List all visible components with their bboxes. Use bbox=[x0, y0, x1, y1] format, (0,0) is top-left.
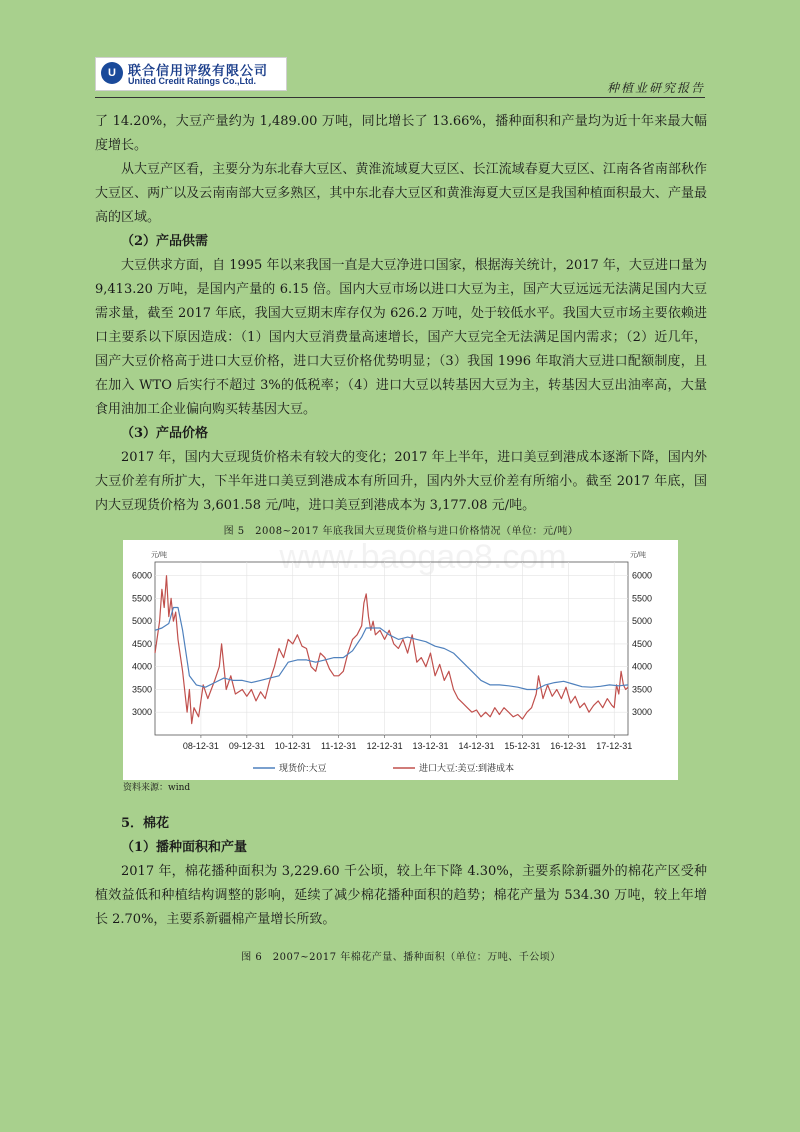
y-tick-label-left: 6000 bbox=[131, 570, 152, 581]
x-tick-label: 13-12-31 bbox=[412, 741, 449, 751]
body-text bbox=[95, 110, 707, 518]
paragraph: 2017 年，国内大豆现货价格未有较大的变化；2017 年上半年，进口美豆到港成本逐渐下降，国内外大豆价差有所扩大，下半年进口美豆到港成本有所回升，国内外大豆价差有所缩小。截至 2017 年底，国内大豆现货价格为 3,601.58 元/吨，进口美豆到港成本为 3,177.08 元/吨。 bbox=[95, 450, 707, 513]
subheading: （2）产品供需 bbox=[121, 234, 209, 249]
x-tick-label: 14-12-31 bbox=[458, 741, 495, 751]
x-tick-label: 08-12-31 bbox=[182, 741, 219, 751]
y-tick-label-left: 3000 bbox=[131, 707, 152, 718]
plot-frame bbox=[155, 562, 628, 735]
legend bbox=[253, 762, 514, 773]
section-heading: 5．棉花 bbox=[121, 816, 170, 831]
logo-emblem-icon: U bbox=[101, 62, 123, 84]
x-tick-label: 11-12-31 bbox=[321, 741, 357, 751]
y-tick-label-left: 5000 bbox=[131, 616, 152, 627]
subheading: （3）产品价格 bbox=[121, 426, 209, 441]
paragraph: 2017 年，棉花播种面积为 3,229.60 千公顷，较上年下降 4.30%，主要系除新疆外的棉花产区受种植效益低和种植结构调整的影响，延续了减少棉花播种面积的趋势；棉花产量为 534.30 万吨，较上年增长 2.70%，主要系新疆棉产量增长所致。 bbox=[95, 864, 707, 927]
x-tick-label: 16-12-31 bbox=[550, 741, 587, 751]
x-tick-label: 10-12-31 bbox=[274, 741, 311, 751]
watermark: www.baogao8.com bbox=[279, 540, 567, 576]
x-tick-label: 15-12-31 bbox=[504, 741, 541, 751]
y-tick-label-left: 3500 bbox=[131, 684, 152, 695]
figure-source: 资料来源：wind bbox=[123, 783, 191, 793]
paragraph: 大豆供求方面，自 1995 年以来我国一直是大豆净进口国家，根据海关统计，2017 年，大豆进口量为 9,413.20 万吨，是国内产量的 6.15 倍。国内大豆市场以进口大豆为主，国产大豆远远无法满足国内大豆需求量，截至 2017 年底，我国大豆期末库存仅为 626.2 万吨，处于较低水平。我国大豆市场主要依赖进口主要系以下原因造成：（1）国内大豆消费量高速增长，国产大豆完全无法满足国内需求；（2）近几年，国产大豆价格高于进口大豆价格，进口大豆价格优势明显；（3）我国 1996 年取消大豆进口配额制度，且在加入 WTO 后实行不超过 3%的低税率；（4）进口大豆以转基因大豆为主，转基因大豆出油率高，大量食用油加工企业偏向购买转基因大豆。 bbox=[95, 258, 707, 417]
legend-label: 进口大豆:美豆:到港成本 bbox=[419, 763, 515, 773]
paragraph: 从大豆产区看，主要分为东北春大豆区、黄淮流域夏大豆区、长江流域春夏大豆区、江南各省南部秋作大豆区、两广以及云南南部大豆多熟区，其中东北春大豆区和黄淮海夏大豆区是我国种植面积最大、产量最高的区域。 bbox=[95, 162, 707, 225]
legend-label: 现货价:大豆 bbox=[279, 763, 327, 773]
y-tick-label-right: 3000 bbox=[632, 707, 653, 718]
y-tick-label-left: 4500 bbox=[131, 638, 152, 649]
figure-5-chart bbox=[123, 540, 678, 780]
y-tick-label-right: 4500 bbox=[632, 638, 653, 649]
right-axis-unit: 元/吨 bbox=[630, 552, 646, 559]
company-name-en: United Credit Ratings Co.,Ltd. bbox=[128, 76, 256, 86]
y-tick-label-right: 4000 bbox=[632, 661, 653, 672]
x-tick-label: 12-12-31 bbox=[366, 741, 403, 751]
company-logo bbox=[95, 57, 287, 91]
x-tick-label: 09-12-31 bbox=[228, 741, 265, 751]
y-tick-label-right: 6000 bbox=[632, 570, 653, 581]
y-tick-label-left: 5500 bbox=[131, 593, 152, 604]
series-line bbox=[155, 576, 628, 724]
y-tick-label-right: 5000 bbox=[632, 616, 653, 627]
x-tick-label: 17-12-31 bbox=[596, 741, 633, 751]
series-lines bbox=[155, 576, 628, 724]
figure-5-title: 图 5 2008~2017 年底我国大豆现货价格与进口价格情况（单位：元/吨） bbox=[223, 526, 579, 537]
y-tick-label-right: 5500 bbox=[632, 593, 653, 604]
report-type: 种植业研究报告 bbox=[606, 81, 705, 95]
page-header bbox=[95, 57, 705, 97]
y-tick-label-right: 3500 bbox=[632, 684, 653, 695]
left-axis-unit: 元/吨 bbox=[151, 552, 167, 559]
series-line bbox=[155, 608, 628, 690]
paragraph: 了 14.20%，大豆产量约为 1,489.00 万吨，同比增长了 13.66%，播种面积和产量均为近十年来最大幅度增长。 bbox=[95, 114, 707, 153]
section-cotton bbox=[95, 812, 707, 932]
subheading: （1）播种面积和产量 bbox=[121, 840, 248, 855]
header-divider bbox=[95, 97, 705, 98]
chart-svg bbox=[123, 540, 678, 780]
y-tick-label-left: 4000 bbox=[131, 661, 152, 672]
figure-6-title: 图 6 2007~2017 年棉花产量、播种面积（单位：万吨、千公顷） bbox=[241, 952, 561, 963]
axes bbox=[132, 562, 652, 751]
company-name-cn: 联合信用评级有限公司 bbox=[128, 63, 269, 78]
